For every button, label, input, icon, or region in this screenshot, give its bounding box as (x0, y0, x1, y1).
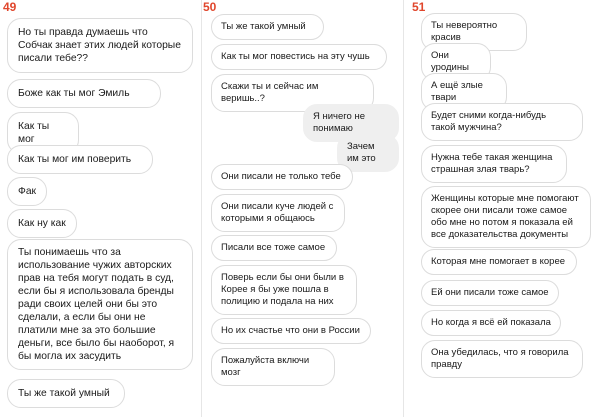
message-bubble: Писали все тоже самое (211, 235, 337, 261)
message-bubble: Они писали не только тебе (211, 164, 353, 190)
message-bubble: Как ну как (7, 209, 77, 238)
page-number: 51 (412, 0, 426, 14)
message-bubble: Пожалуйста включи мозг (211, 348, 335, 386)
message-bubble: Боже как ты мог Эмиль (7, 79, 161, 108)
message-bubble: Нужна тебе такая женщина страшная злая тварь? (421, 145, 567, 183)
sent-message-bubble: Я ничего не понимаю (303, 104, 399, 142)
message-bubble: Поверь если бы они были в Корее я бы уже пошла в полицию и подала на них (211, 265, 357, 315)
message-bubble: Ты понимаешь что за использование чужих авторских прав на тебя могут подать в суд, если бы я использовала бренды ради своих целей они бы это сделали, а если бы они не платили мне за это большие деньги, все было бы наоборот, я бы могла их засудить (7, 239, 193, 370)
screenshot-panel-49 (0, 0, 200, 417)
message-bubble: Женщины которые мне помогают скорее они писали тоже самое обо мне но потом я показала ей все доказательства документы (421, 186, 591, 248)
message-bubble: Как ты мог повестись на эту чушь (211, 44, 387, 70)
screenshot-panel-51 (403, 0, 600, 417)
message-bubble: Как ты мог им поверить (7, 145, 153, 174)
message-bubble: Но когда я всё ей показала (421, 310, 561, 336)
message-bubble: Скажи ты и сейчас им веришь..? (211, 74, 374, 112)
screenshot-panel-50 (201, 0, 402, 417)
message-bubble: Которая мне помогает в корее (421, 249, 577, 275)
page-number: 50 (203, 0, 217, 14)
message-bubble: Как ты мог (7, 112, 79, 154)
message-bubble: Фак (7, 177, 47, 206)
message-bubble: Но ты правда думаешь что Собчак знает этих людей которые писали тебе?? (7, 18, 193, 73)
message-bubble: Но их счастье что они в России (211, 318, 371, 344)
sent-message-bubble: Зачем им это (337, 134, 399, 172)
message-bubble: Они писали куче людей с которыми я общаюсь (211, 194, 345, 232)
message-bubble: А ещё злые твари (421, 73, 507, 111)
message-bubble: Ты же такой умный (211, 14, 324, 40)
page-number: 49 (3, 0, 17, 14)
message-bubble: Ей они писали тоже самое (421, 280, 559, 306)
message-bubble: Ты же такой умный (7, 379, 125, 408)
message-bubble: Они уродины (421, 43, 491, 81)
message-bubble: Будет сними когда-нибудь такой мужчина? (421, 103, 583, 141)
message-bubble: Она убедилась, что я говорила правду (421, 340, 583, 378)
message-bubble: Ты невероятно красив (421, 13, 527, 51)
